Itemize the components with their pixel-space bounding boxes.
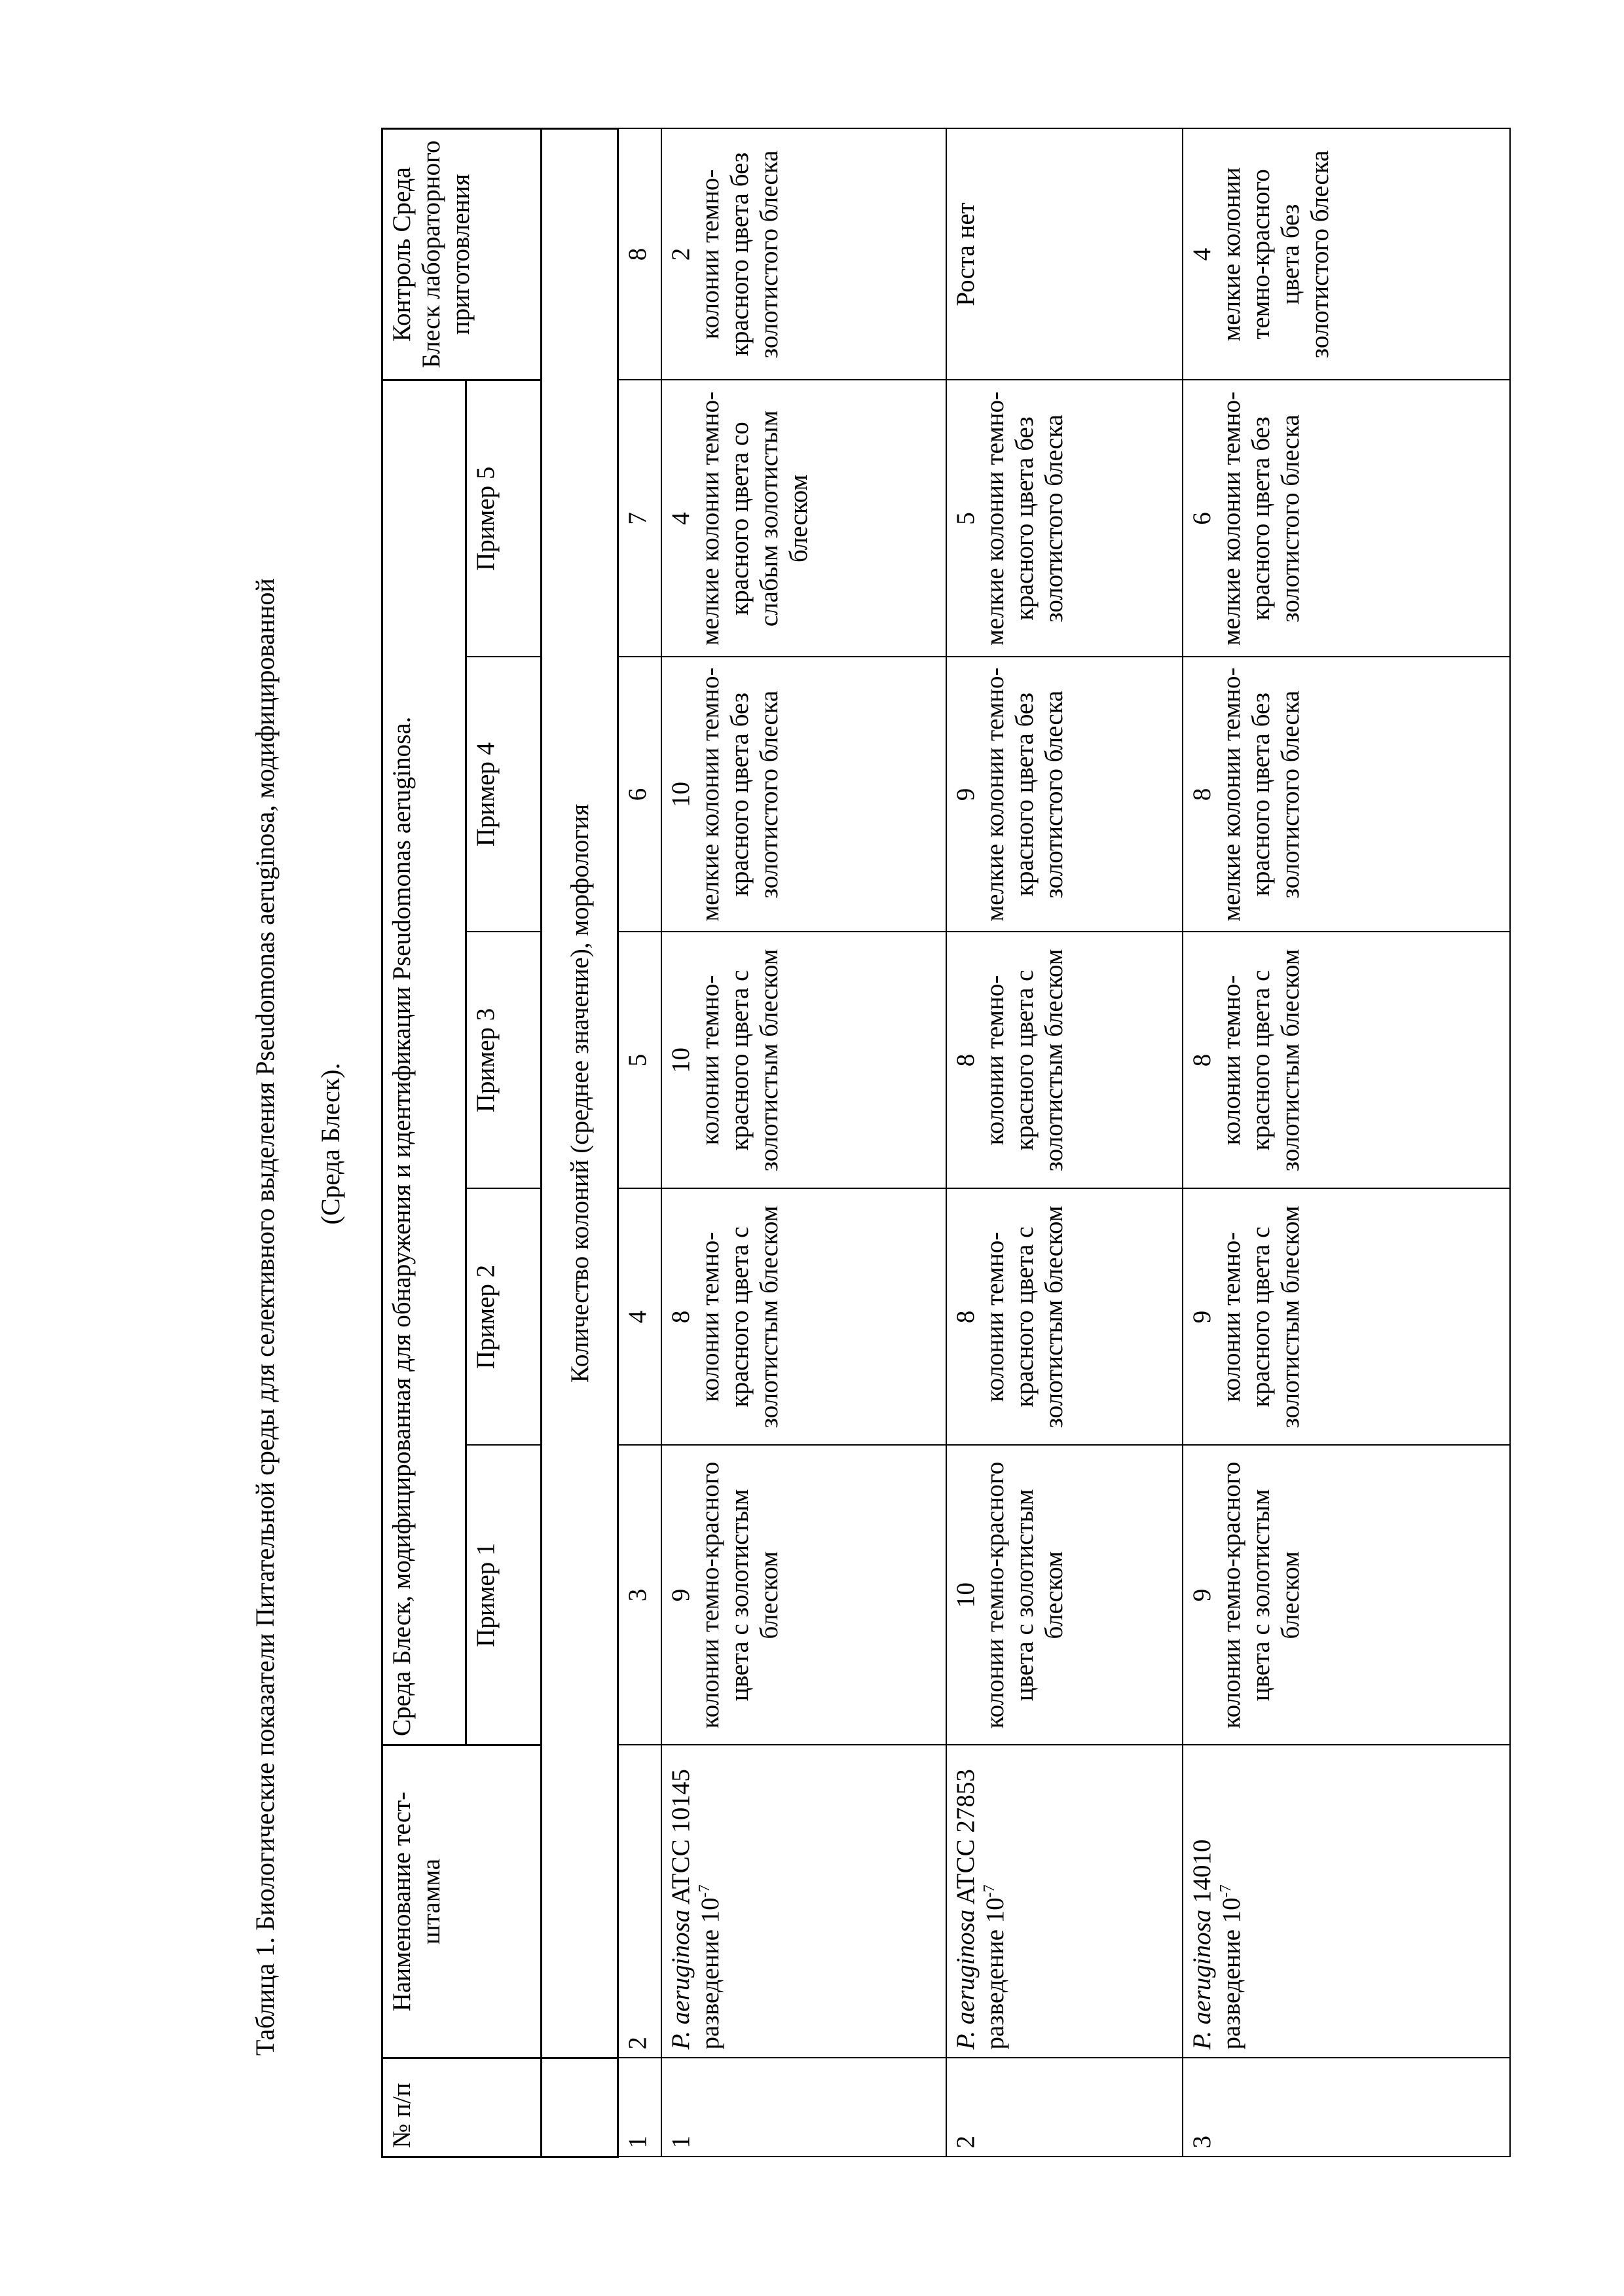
morphology: колонии темно-красного цвета с золотистым блеском <box>980 1197 1069 1437</box>
result-cell <box>1183 380 1510 657</box>
header-example-2: Пример 2 <box>466 1189 542 1446</box>
result-cell <box>1183 128 1510 380</box>
species: P. aeruginosa <box>667 1910 695 2050</box>
morphology: мелкие колонии темно-красного цвета со слабым золотистым блеском <box>695 388 813 648</box>
colony-count: 2 <box>666 137 695 371</box>
result-cell <box>946 1446 1183 1745</box>
morphology: колонии темно-красного цвета без золотистого блеска <box>695 137 784 371</box>
strain-name <box>946 1745 1183 2058</box>
table-row <box>946 128 1183 2157</box>
strain: ATCC 10145 <box>667 1769 695 1904</box>
row-num: 3 <box>1183 2058 1510 2157</box>
results-table <box>381 128 1511 2158</box>
col-number: 6 <box>618 657 661 932</box>
morphology: колонии темно-красного цвета с золотистым блеском <box>1217 1197 1305 1437</box>
dilution: разведение 10 <box>1217 1897 1246 2049</box>
morphology: мелкие колонии темно-красного цвета без золотистого блеска <box>980 666 1069 924</box>
row-num: 2 <box>946 2058 1183 2157</box>
result-cell <box>946 380 1183 657</box>
colony-count: 8 <box>951 941 980 1180</box>
colony-count: 5 <box>951 388 980 648</box>
morphology: колонии темно-красного цвета с золотистым блеском <box>980 1454 1069 1737</box>
dilution: разведение 10 <box>981 1897 1009 2049</box>
col-number: 4 <box>618 1189 661 1446</box>
table-row <box>661 128 946 2157</box>
result-cell <box>661 128 946 380</box>
colony-count: 10 <box>666 941 695 1180</box>
colony-count: 9 <box>1187 1197 1217 1437</box>
colony-count: 8 <box>951 1197 980 1437</box>
morphology: колонии темно-красного цвета с золотистым блеском <box>980 941 1069 1180</box>
header-group: Среда Блеск, модифицированная для обнаружения и идентификации Pseudomonas aeruginosa. <box>382 380 466 1745</box>
colony-count: 10 <box>666 666 695 924</box>
dilution-exponent: -7 <box>1217 1884 1234 1897</box>
strain: ATCC 27853 <box>951 1769 980 1904</box>
result-cell <box>946 932 1183 1189</box>
table-caption-subtitle: (Среда Блеск). <box>316 130 346 2158</box>
morphology: колонии темно-красного цвета с золотистым блеском <box>695 1454 784 1737</box>
result-cell <box>946 1189 1183 1446</box>
morphology: колонии темно-красного цвета с золотистым блеском <box>695 1197 784 1437</box>
col-number: 8 <box>618 128 661 380</box>
header-name: Наименование тест-штамма <box>382 1745 542 2058</box>
species: P. aeruginosa <box>1188 1910 1216 2050</box>
colony-count: 4 <box>666 388 695 648</box>
result-cell <box>1183 1446 1510 1745</box>
subheader: Количество колоний (среднее значение), морфология <box>542 128 618 2058</box>
morphology: мелкие колонии темно-красного цвета без золотистого блеска <box>695 666 784 924</box>
dilution-exponent: -7 <box>981 1884 998 1897</box>
result-cell <box>1183 932 1510 1189</box>
colony-count: 9 <box>951 666 980 924</box>
morphology: Роста нет <box>951 137 980 371</box>
colony-count: 8 <box>1187 666 1217 924</box>
morphology: мелкие колонии темно-красного цвета без золотистого блеска <box>1217 388 1305 648</box>
strain-name <box>661 1745 946 2058</box>
colony-count: 9 <box>666 1454 695 1737</box>
subheader-row <box>542 128 618 2157</box>
colony-count: 9 <box>1187 1454 1217 1737</box>
strain-name <box>1183 1745 1510 2058</box>
result-cell <box>661 380 946 657</box>
table-caption: Таблица 1. Биологические показатели Питательной среды для селективного выделения Pseudomonas aeruginosa, модифицированной <box>250 130 280 2158</box>
colony-count: 8 <box>1187 941 1217 1180</box>
col-number: 2 <box>618 1745 661 2058</box>
strain: 14010 <box>1188 1839 1216 1903</box>
morphology: колонии темно-красного цвета с золотистым блеском <box>1217 941 1305 1180</box>
colony-count: 4 <box>1187 137 1217 371</box>
result-cell <box>1183 1189 1510 1446</box>
col-number: 1 <box>618 2058 661 2157</box>
header-example-5: Пример 5 <box>466 380 542 657</box>
dilution: разведение 10 <box>696 1897 724 2049</box>
table-row <box>1183 128 1510 2157</box>
header-example-4: Пример 4 <box>466 657 542 932</box>
header-example-1: Пример 1 <box>466 1446 542 1745</box>
colony-count: 8 <box>666 1197 695 1437</box>
dilution-exponent: -7 <box>696 1884 713 1897</box>
result-cell <box>661 657 946 932</box>
colony-count: 6 <box>1187 388 1217 648</box>
result-cell <box>661 1189 946 1446</box>
morphology: мелкие колонии темно-красного цвета без золотистого блеска <box>980 388 1069 648</box>
morphology: мелкие колонии темно-красного цвета без золотистого блеска <box>1217 137 1335 371</box>
result-cell <box>1183 657 1510 932</box>
landscape-page <box>242 130 1509 2158</box>
species: P. aeruginosa <box>951 1910 980 2050</box>
header-num: № п/п <box>382 2058 542 2157</box>
col-number: 3 <box>618 1446 661 1745</box>
result-cell <box>946 657 1183 932</box>
result-cell <box>661 932 946 1189</box>
header-example-3: Пример 3 <box>466 932 542 1189</box>
morphology: мелкие колонии темно-красного цвета без золотистого блеска <box>1217 666 1305 924</box>
column-numbers-row <box>618 128 661 2157</box>
morphology: колонии темно-красного цвета с золотистым блеском <box>695 941 784 1180</box>
header-control: Контроль Среда Блеск лабораторного приготовления <box>382 128 542 380</box>
colony-count: 10 <box>951 1454 980 1737</box>
morphology: колонии темно-красного цвета с золотистым блеском <box>1217 1454 1305 1737</box>
col-number: 7 <box>618 380 661 657</box>
subheader-blank <box>542 2058 618 2157</box>
header-row <box>382 128 466 2157</box>
col-number: 5 <box>618 932 661 1189</box>
result-cell <box>946 128 1183 380</box>
row-num: 1 <box>661 2058 946 2157</box>
result-cell <box>661 1446 946 1745</box>
